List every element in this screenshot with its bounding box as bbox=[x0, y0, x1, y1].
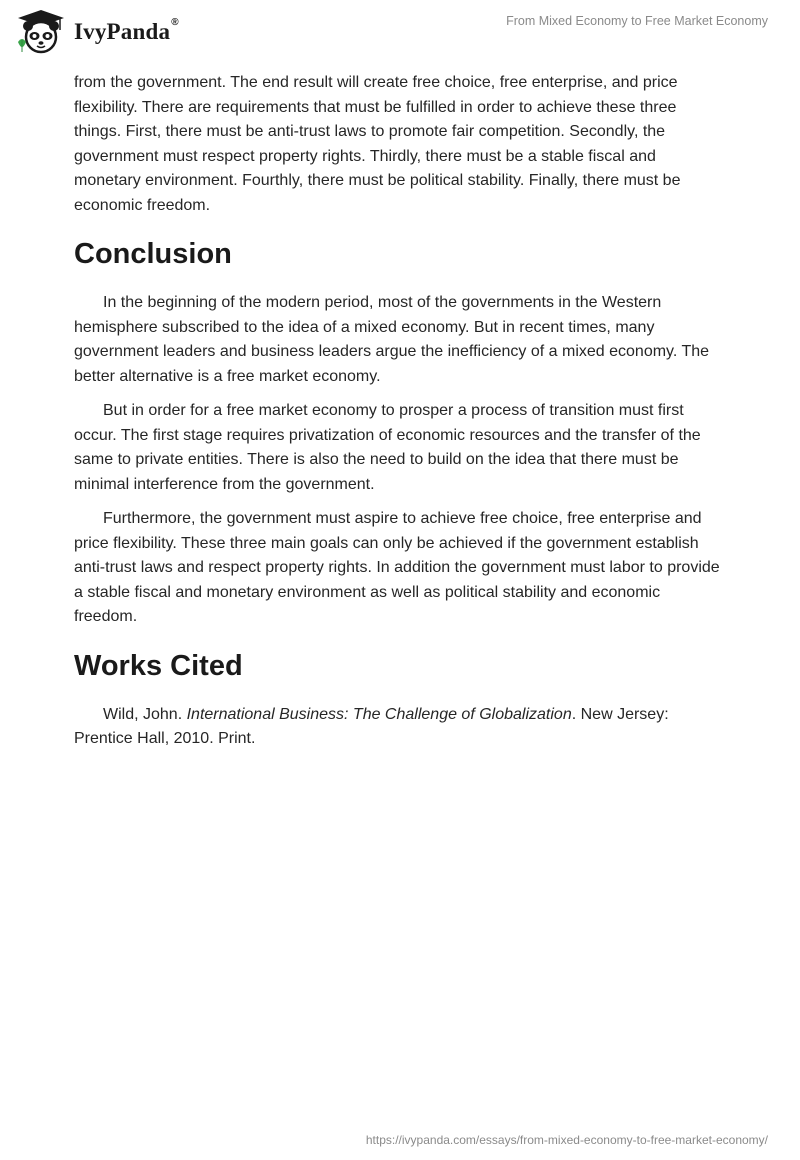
conclusion-heading: Conclusion bbox=[74, 238, 232, 270]
panda-graduate-logo-icon bbox=[14, 8, 68, 56]
citation-publication: . New Jersey: Prentice Hall, 2010. Print. bbox=[74, 705, 669, 747]
conclusion-paragraph-2: But in order for a free market economy to prosper a process of transition must first occur. The first stage requires privatization of economic resources and the transfer of the same to private entities. There is also the need to build on the idea that there must be minimal interference from the government. bbox=[74, 402, 701, 493]
running-title: From Mixed Economy to Free Market Economy bbox=[506, 14, 768, 28]
essay-content bbox=[74, 71, 726, 762]
works-cited-heading: Works Cited bbox=[74, 649, 243, 682]
conclusion-paragraph-3: Furthermore, the government must aspire to achieve free choice, free enterprise and price flexibility. These three main goals can only be achieved if the government establish anti-trust laws and respect property rights. In addition the government must labor to provide a stable fiscal and monetary environment as well as political stability and economic freedom. bbox=[74, 510, 720, 625]
citation-entry bbox=[74, 703, 726, 752]
citation-title: International Business: The Challenge of Globalization bbox=[186, 705, 572, 723]
page-header bbox=[0, 0, 800, 70]
registered-mark: ® bbox=[171, 17, 179, 28]
ivypanda-logo[interactable] bbox=[14, 8, 179, 56]
conclusion-paragraph-1: In the beginning of the modern period, most of the governments in the Western hemisphere subscribed to the idea of a mixed economy. But in recent times, many government leaders and business leaders argue the inefficiency of a mixed economy. The better alternative is a free market economy. bbox=[74, 294, 710, 385]
brand-name: IvyPanda® bbox=[74, 17, 179, 44]
footer-url[interactable]: https://ivypanda.com/essays/from-mixed-economy-to-free-market-economy/ bbox=[365, 1133, 768, 1147]
citation-author: Wild, John. bbox=[103, 705, 187, 723]
intro-paragraph: from the government. The end result will create free choice, free enterprise, and price flexibility. There are requirements that must be fulfilled in order to achieve these three things. First, there must be anti-trust laws to promote fair competition. Secondly, the government must respect property rights. Thirdly, there must be a stable fiscal and monetary environment. Fourthly, there must be political stability. Finally, there must be economic freedom. bbox=[74, 74, 681, 214]
